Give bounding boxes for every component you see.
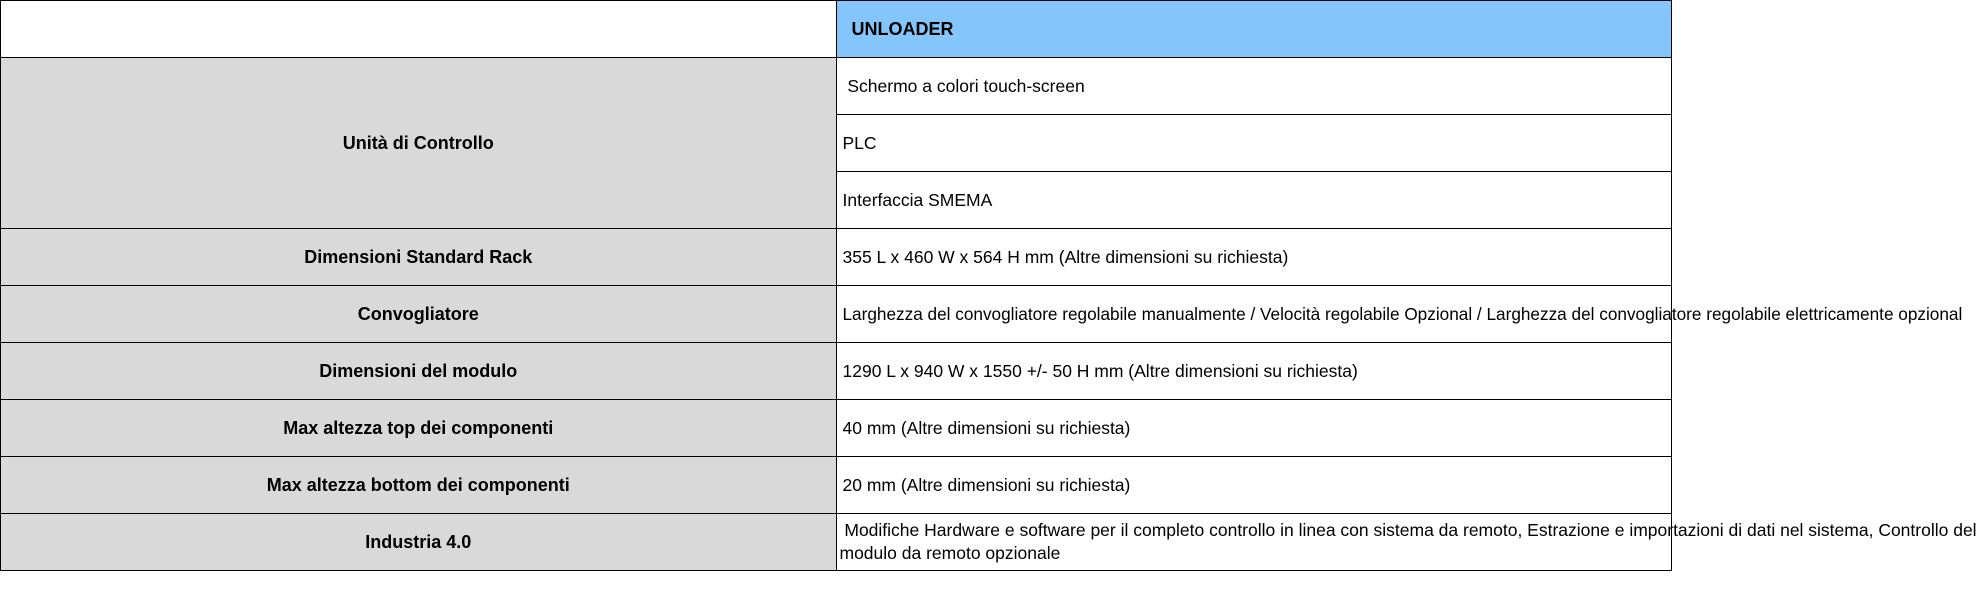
row-value-plc: PLC [836, 115, 1672, 172]
table-row [1, 286, 1672, 343]
row-label-top-height: Max altezza top dei componenti [1, 400, 837, 457]
industry-value-line-2: modulo da remoto opzionale [839, 543, 1061, 563]
row-value-bottom-height: 20 mm (Altre dimensioni su richiesta) [836, 457, 1672, 514]
row-label-bottom-height: Max altezza bottom dei componenti [1, 457, 837, 514]
header-title: UNLOADER [836, 1, 1672, 58]
row-value-industry [836, 514, 1977, 571]
table-row [1, 514, 1672, 571]
table-row [1, 457, 1672, 514]
row-label-rack-size: Dimensioni Standard Rack [1, 229, 837, 286]
table-row [1, 343, 1672, 400]
row-label-module-size: Dimensioni del modulo [1, 343, 837, 400]
row-value-smema: Interfaccia SMEMA [836, 172, 1672, 229]
header-blank-cell [1, 1, 837, 58]
table-row [1, 400, 1672, 457]
row-value-top-height: 40 mm (Altre dimensioni su richiesta) [836, 400, 1672, 457]
industry-value-line-1: Modifiche Hardware e software per il completo controllo in linea con sistema da remoto, Estrazione e importazioni di dati nel sistema, Controllo del [839, 520, 1977, 540]
row-label-control-unit: Unità di Controllo [1, 58, 837, 229]
row-value-module-size: 1290 L x 940 W x 1550 +/- 50 H mm (Altre dimensioni su richiesta) [836, 343, 1672, 400]
table-row [1, 229, 1672, 286]
row-label-conveyor: Convogliatore [1, 286, 837, 343]
table-header-row [1, 1, 1672, 58]
row-value-rack-size: 355 L x 460 W x 564 H mm (Altre dimensioni su richiesta) [836, 229, 1672, 286]
row-label-industry: Industria 4.0 [1, 514, 837, 571]
row-value-touch-screen: Schermo a colori touch-screen [836, 58, 1672, 115]
table-row [1, 58, 1672, 115]
row-value-conveyor: Larghezza del convogliatore regolabile manualmente / Velocità regolabile Opzional / Larghezza del convogliatore regolabile elettricamente opzional [836, 286, 1672, 343]
